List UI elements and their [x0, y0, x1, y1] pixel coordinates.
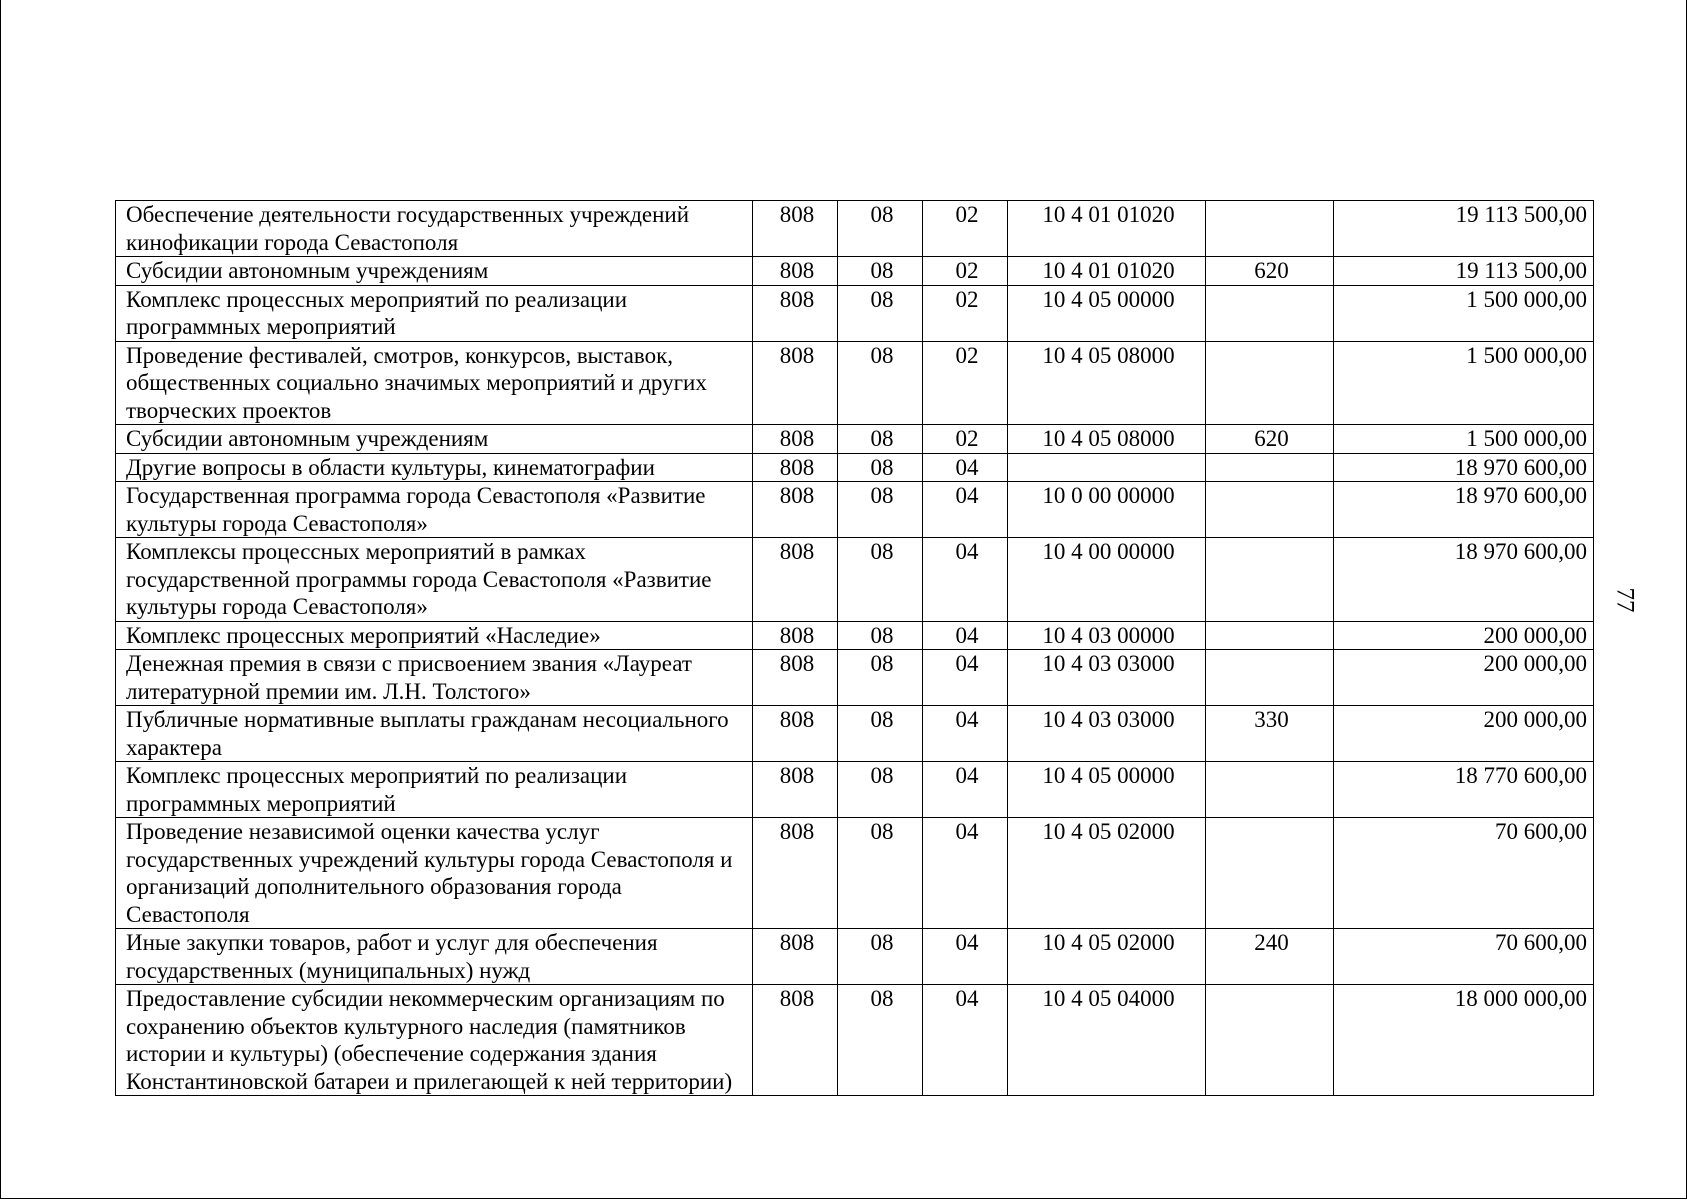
row-expense-type-cell	[1206, 482, 1334, 538]
row-target-article-cell: 10 4 03 00000	[1008, 621, 1206, 650]
table-row	[116, 482, 1594, 538]
row-target-article-cell: 10 4 05 00000	[1008, 285, 1206, 341]
row-grbs-cell: 808	[753, 425, 838, 454]
row-expense-type-cell	[1206, 285, 1334, 341]
row-amount-cell: 18 970 600,00	[1334, 538, 1594, 622]
row-section-cell: 08	[838, 621, 923, 650]
row-section-cell: 08	[838, 425, 923, 454]
row-name-cell: Субсидии автономным учреждениям	[116, 257, 753, 286]
row-name-cell: Комплекс процессных мероприятий по реализации программных мероприятий	[116, 285, 753, 341]
row-target-article-cell: 10 4 05 04000	[1008, 985, 1206, 1096]
row-subsection-cell: 04	[923, 706, 1008, 762]
row-section-cell: 08	[838, 482, 923, 538]
row-name-cell: Государственная программа города Севастополя «Развитие культуры города Севастополя»	[116, 482, 753, 538]
row-expense-type-cell	[1206, 818, 1334, 929]
row-amount-cell: 18 000 000,00	[1334, 985, 1594, 1096]
row-subsection-cell: 04	[923, 985, 1008, 1096]
row-amount-cell: 18 770 600,00	[1334, 762, 1594, 818]
row-grbs-cell: 808	[753, 285, 838, 341]
row-name-cell: Другие вопросы в области культуры, кинематографии	[116, 453, 753, 482]
row-expense-type-cell	[1206, 650, 1334, 706]
table-row	[116, 621, 1594, 650]
row-section-cell: 08	[838, 257, 923, 286]
row-name-cell: Комплекс процессных мероприятий «Наследие»	[116, 621, 753, 650]
row-target-article-cell: 10 0 00 00000	[1008, 482, 1206, 538]
row-grbs-cell: 808	[753, 929, 838, 985]
row-subsection-cell: 04	[923, 818, 1008, 929]
table-row	[116, 762, 1594, 818]
table-row	[116, 985, 1594, 1096]
row-amount-cell: 70 600,00	[1334, 818, 1594, 929]
row-section-cell: 08	[838, 706, 923, 762]
row-expense-type-cell	[1206, 453, 1334, 482]
row-grbs-cell: 808	[753, 257, 838, 286]
row-subsection-cell: 02	[923, 341, 1008, 425]
row-grbs-cell: 808	[753, 985, 838, 1096]
row-target-article-cell: 10 4 03 03000	[1008, 650, 1206, 706]
table-row	[116, 425, 1594, 454]
row-amount-cell: 200 000,00	[1334, 706, 1594, 762]
table-row	[116, 201, 1594, 257]
row-subsection-cell: 04	[923, 621, 1008, 650]
row-grbs-cell: 808	[753, 341, 838, 425]
row-grbs-cell: 808	[753, 621, 838, 650]
row-name-cell: Предоставление субсидии некоммерческим организациям по сохранению объектов культурного наследия (памятников истории и культуры) (обеспечение содержания здания Константиновской батареи и прилегающей к ней территории)	[116, 985, 753, 1096]
row-grbs-cell: 808	[753, 482, 838, 538]
row-name-cell: Денежная премия в связи с присвоением звания «Лауреат литературной премии им. Л.Н. Толстого»	[116, 650, 753, 706]
row-grbs-cell: 808	[753, 818, 838, 929]
row-amount-cell: 70 600,00	[1334, 929, 1594, 985]
row-expense-type-cell: 620	[1206, 425, 1334, 454]
row-target-article-cell: 10 4 00 00000	[1008, 538, 1206, 622]
row-amount-cell: 1 500 000,00	[1334, 341, 1594, 425]
row-expense-type-cell	[1206, 538, 1334, 622]
row-amount-cell: 19 113 500,00	[1334, 201, 1594, 257]
row-section-cell: 08	[838, 538, 923, 622]
row-subsection-cell: 02	[923, 201, 1008, 257]
row-subsection-cell: 04	[923, 538, 1008, 622]
row-amount-cell: 200 000,00	[1334, 650, 1594, 706]
row-expense-type-cell	[1206, 985, 1334, 1096]
row-name-cell: Комплекс процессных мероприятий по реализации программных мероприятий	[116, 762, 753, 818]
budget-table-body	[116, 201, 1594, 1096]
table-row	[116, 285, 1594, 341]
row-expense-type-cell	[1206, 762, 1334, 818]
row-name-cell: Иные закупки товаров, работ и услуг для обеспечения государственных (муниципальных) нужд	[116, 929, 753, 985]
table-row	[116, 453, 1594, 482]
row-section-cell: 08	[838, 985, 923, 1096]
budget-table	[115, 200, 1594, 1096]
row-target-article-cell: 10 4 05 02000	[1008, 818, 1206, 929]
row-name-cell: Комплексы процессных мероприятий в рамках государственной программы города Севастополя «Развитие культуры города Севастополя»	[116, 538, 753, 622]
table-row	[116, 706, 1594, 762]
row-section-cell: 08	[838, 341, 923, 425]
row-section-cell: 08	[838, 818, 923, 929]
row-grbs-cell: 808	[753, 453, 838, 482]
row-grbs-cell: 808	[753, 650, 838, 706]
row-target-article-cell: 10 4 05 08000	[1008, 341, 1206, 425]
table-row	[116, 538, 1594, 622]
row-name-cell: Проведение независимой оценки качества услуг государственных учреждений культуры города Севастополя и организаций дополнительного образования города Севастополя	[116, 818, 753, 929]
row-target-article-cell: 10 4 05 00000	[1008, 762, 1206, 818]
row-subsection-cell: 02	[923, 257, 1008, 286]
row-expense-type-cell	[1206, 201, 1334, 257]
row-target-article-cell: 10 4 01 01020	[1008, 201, 1206, 257]
page-number: 77	[1611, 587, 1639, 613]
row-amount-cell: 19 113 500,00	[1334, 257, 1594, 286]
row-section-cell: 08	[838, 929, 923, 985]
row-name-cell: Обеспечение деятельности государственных учреждений кинофикации города Севастополя	[116, 201, 753, 257]
row-grbs-cell: 808	[753, 201, 838, 257]
row-amount-cell: 18 970 600,00	[1334, 482, 1594, 538]
row-section-cell: 08	[838, 762, 923, 818]
row-target-article-cell: 10 4 01 01020	[1008, 257, 1206, 286]
table-row	[116, 818, 1594, 929]
row-subsection-cell: 04	[923, 650, 1008, 706]
row-subsection-cell: 04	[923, 929, 1008, 985]
row-name-cell: Публичные нормативные выплаты гражданам несоциального характера	[116, 706, 753, 762]
row-expense-type-cell: 240	[1206, 929, 1334, 985]
row-expense-type-cell: 330	[1206, 706, 1334, 762]
row-grbs-cell: 808	[753, 762, 838, 818]
row-expense-type-cell	[1206, 341, 1334, 425]
table-row	[116, 650, 1594, 706]
row-subsection-cell: 04	[923, 453, 1008, 482]
row-subsection-cell: 04	[923, 762, 1008, 818]
row-name-cell: Субсидии автономным учреждениям	[116, 425, 753, 454]
row-expense-type-cell: 620	[1206, 257, 1334, 286]
row-expense-type-cell	[1206, 621, 1334, 650]
row-amount-cell: 200 000,00	[1334, 621, 1594, 650]
table-row	[116, 929, 1594, 985]
row-target-article-cell: 10 4 03 03000	[1008, 706, 1206, 762]
row-grbs-cell: 808	[753, 706, 838, 762]
row-amount-cell: 18 970 600,00	[1334, 453, 1594, 482]
table-row	[116, 341, 1594, 425]
row-subsection-cell: 02	[923, 425, 1008, 454]
row-target-article-cell: 10 4 05 02000	[1008, 929, 1206, 985]
row-amount-cell: 1 500 000,00	[1334, 425, 1594, 454]
row-section-cell: 08	[838, 285, 923, 341]
row-section-cell: 08	[838, 453, 923, 482]
row-section-cell: 08	[838, 650, 923, 706]
row-target-article-cell	[1008, 453, 1206, 482]
row-grbs-cell: 808	[753, 538, 838, 622]
row-subsection-cell: 02	[923, 285, 1008, 341]
row-section-cell: 08	[838, 201, 923, 257]
row-target-article-cell: 10 4 05 08000	[1008, 425, 1206, 454]
row-amount-cell: 1 500 000,00	[1334, 285, 1594, 341]
table-row	[116, 257, 1594, 286]
row-name-cell: Проведение фестивалей, смотров, конкурсов, выставок, общественных социально значимых мероприятий и других творческих проектов	[116, 341, 753, 425]
row-subsection-cell: 04	[923, 482, 1008, 538]
